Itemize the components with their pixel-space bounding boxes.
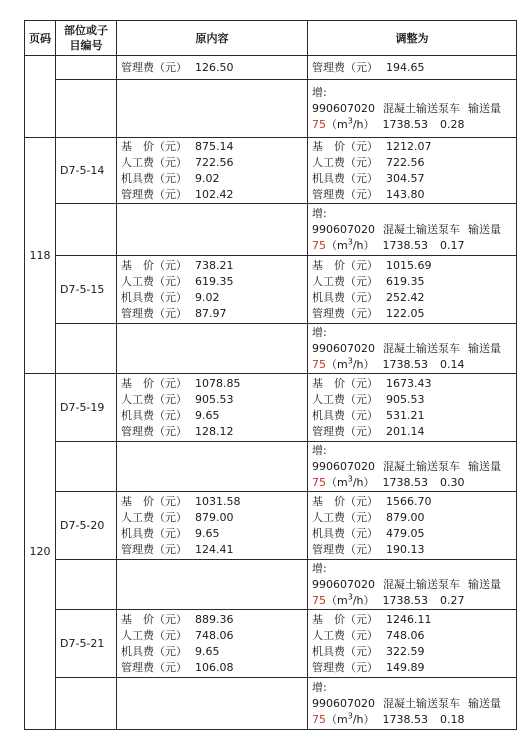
- item-code: 990607020: [312, 222, 375, 236]
- table-row: [25, 204, 517, 256]
- code-cell-empty: [56, 442, 117, 492]
- capacity-value: 75: [312, 475, 326, 489]
- labor-label: 人工费（元）: [312, 155, 378, 169]
- item-code: 990607020: [312, 101, 375, 115]
- mgmt-label: 管理费（元）: [312, 187, 378, 201]
- unit-sup: 3: [347, 355, 353, 365]
- mgmt-label: 管理费（元）: [121, 660, 187, 674]
- item-name: 混凝土输送泵车: [383, 696, 460, 710]
- adjustment-table: [24, 20, 517, 730]
- table-row: [25, 678, 517, 730]
- capacity-label: 输送量: [468, 222, 501, 236]
- code-cell-empty: [56, 56, 117, 80]
- base-label: 基 价（元）: [312, 612, 378, 626]
- base-label: 基 价（元）: [312, 258, 378, 272]
- original-cell-empty: [117, 80, 308, 138]
- original-cell: [117, 492, 308, 560]
- machine-value: 304.57: [386, 171, 425, 185]
- page-number: 120: [25, 374, 56, 730]
- labor-label: 人工费（元）: [121, 392, 187, 406]
- table-row: [25, 138, 517, 204]
- mgmt-label: 管理费（元）: [121, 306, 187, 320]
- header-adjusted: 调整为: [308, 21, 517, 56]
- unit-close: /h）: [352, 593, 375, 607]
- mgmt-value: 128.12: [195, 424, 234, 438]
- machine-value: 322.59: [386, 644, 425, 658]
- add-qty: 0.30: [440, 475, 465, 489]
- labor-value: 619.35: [195, 274, 234, 288]
- mgmt-label: 管理费（元）: [312, 60, 378, 74]
- base-value: 1673.43: [386, 376, 432, 390]
- mgmt-label: 管理费（元）: [312, 542, 378, 556]
- unit-open: （m: [326, 475, 348, 489]
- unit-close: /h）: [352, 712, 375, 726]
- item-name: 混凝土输送泵车: [383, 459, 460, 473]
- code-cell-empty: [56, 80, 117, 138]
- capacity-value: 75: [312, 238, 326, 252]
- labor-value: 722.56: [386, 155, 425, 169]
- labor-value: 905.53: [195, 392, 234, 406]
- item-name: 混凝土输送泵车: [383, 101, 460, 115]
- code-cell-empty: [56, 324, 117, 374]
- code-cell-empty: [56, 204, 117, 256]
- capacity-value: 75: [312, 593, 326, 607]
- header-code: 部位或子目编号: [56, 21, 117, 56]
- table-row: [25, 324, 517, 374]
- unit-close: /h）: [352, 475, 375, 489]
- price-value: 1738.53: [382, 357, 428, 371]
- mgmt-label: 管理费（元）: [121, 542, 187, 556]
- capacity-value: 75: [312, 117, 326, 131]
- add-qty: 0.28: [440, 117, 465, 131]
- original-cell: [117, 56, 308, 80]
- base-label: 基 价（元）: [121, 376, 187, 390]
- item-code-cell: D7-5-19: [56, 374, 117, 442]
- labor-label: 人工费（元）: [312, 510, 378, 524]
- table-row: [25, 80, 517, 138]
- labor-label: 人工费（元）: [312, 392, 378, 406]
- adjusted-cell: [308, 56, 517, 80]
- add-qty: 0.18: [440, 712, 465, 726]
- add-note-cell: [308, 442, 517, 492]
- add-prefix: 增:: [312, 443, 327, 457]
- machine-value: 9.65: [195, 526, 220, 540]
- base-label: 基 价（元）: [312, 139, 378, 153]
- add-note-cell: [308, 678, 517, 730]
- machine-label: 机具费（元）: [121, 290, 187, 304]
- labor-label: 人工费（元）: [312, 274, 378, 288]
- mgmt-label: 管理费（元）: [312, 306, 378, 320]
- table-row: [25, 492, 517, 560]
- mgmt-value: 87.97: [195, 306, 227, 320]
- original-cell: [117, 256, 308, 324]
- capacity-value: 75: [312, 712, 326, 726]
- add-note-cell: [308, 560, 517, 610]
- original-cell-empty: [117, 678, 308, 730]
- base-label: 基 价（元）: [121, 612, 187, 626]
- item-code: 990607020: [312, 577, 375, 591]
- add-prefix: 增:: [312, 206, 327, 220]
- mgmt-label: 管理费（元）: [121, 424, 187, 438]
- unit-sup: 3: [347, 473, 353, 483]
- base-value: 1212.07: [386, 139, 432, 153]
- table-header-row: [25, 21, 517, 56]
- item-name: 混凝土输送泵车: [383, 577, 460, 591]
- machine-label: 机具费（元）: [312, 644, 378, 658]
- add-qty: 0.27: [440, 593, 465, 607]
- labor-label: 人工费（元）: [121, 628, 187, 642]
- labor-label: 人工费（元）: [121, 510, 187, 524]
- table-row: [25, 56, 517, 80]
- labor-value: 722.56: [195, 155, 234, 169]
- unit-open: （m: [326, 712, 348, 726]
- machine-value: 531.21: [386, 408, 425, 422]
- price-value: 1738.53: [382, 238, 428, 252]
- machine-value: 9.65: [195, 644, 220, 658]
- machine-label: 机具费（元）: [312, 171, 378, 185]
- capacity-label: 输送量: [468, 577, 501, 591]
- table-row: [25, 374, 517, 442]
- unit-close: /h）: [352, 238, 375, 252]
- base-value: 1566.70: [386, 494, 432, 508]
- machine-label: 机具费（元）: [121, 171, 187, 185]
- mgmt-value: 190.13: [386, 542, 425, 556]
- add-prefix: 增:: [312, 325, 327, 339]
- original-cell-empty: [117, 442, 308, 492]
- capacity-value: 75: [312, 357, 326, 371]
- original-cell: [117, 374, 308, 442]
- mgmt-value: 102.42: [195, 187, 234, 201]
- unit-open: （m: [326, 357, 348, 371]
- machine-value: 9.65: [195, 408, 220, 422]
- item-code-cell: D7-5-14: [56, 138, 117, 204]
- original-cell-empty: [117, 324, 308, 374]
- base-label: 基 价（元）: [121, 139, 187, 153]
- base-value: 1031.58: [195, 494, 241, 508]
- base-label: 基 价（元）: [121, 494, 187, 508]
- base-label: 基 价（元）: [312, 376, 378, 390]
- base-label: 基 价（元）: [121, 258, 187, 272]
- base-label: 基 价（元）: [312, 494, 378, 508]
- mgmt-value: 143.80: [386, 187, 425, 201]
- page-cell-empty: [25, 56, 56, 138]
- code-cell-empty: [56, 560, 117, 610]
- unit-open: （m: [326, 593, 348, 607]
- base-value: 875.14: [195, 139, 234, 153]
- table-row: [25, 256, 517, 324]
- unit-close: /h）: [352, 357, 375, 371]
- labor-value: 879.00: [386, 510, 425, 524]
- original-cell-empty: [117, 204, 308, 256]
- machine-label: 机具费（元）: [121, 644, 187, 658]
- price-value: 1738.53: [382, 475, 428, 489]
- mgmt-value: 126.50: [195, 60, 234, 74]
- original-cell: [117, 610, 308, 678]
- base-value: 1078.85: [195, 376, 241, 390]
- machine-value: 9.02: [195, 290, 220, 304]
- mgmt-value: 149.89: [386, 660, 425, 674]
- machine-label: 机具费（元）: [121, 526, 187, 540]
- item-code: 990607020: [312, 341, 375, 355]
- item-name: 混凝土输送泵车: [383, 222, 460, 236]
- adjusted-cell: [308, 610, 517, 678]
- mgmt-label: 管理费（元）: [312, 424, 378, 438]
- item-code: 990607020: [312, 696, 375, 710]
- labor-label: 人工费（元）: [121, 274, 187, 288]
- machine-value: 479.05: [386, 526, 425, 540]
- labor-value: 905.53: [386, 392, 425, 406]
- labor-value: 879.00: [195, 510, 234, 524]
- capacity-label: 输送量: [468, 101, 501, 115]
- mgmt-value: 106.08: [195, 660, 234, 674]
- unit-open: （m: [326, 117, 348, 131]
- labor-value: 748.06: [195, 628, 234, 642]
- labor-label: 人工费（元）: [312, 628, 378, 642]
- adjusted-cell: [308, 492, 517, 560]
- unit-sup: 3: [347, 710, 353, 720]
- labor-label: 人工费（元）: [121, 155, 187, 169]
- code-cell-empty: [56, 678, 117, 730]
- original-cell-empty: [117, 560, 308, 610]
- mgmt-label: 管理费（元）: [121, 187, 187, 201]
- adjusted-cell: [308, 374, 517, 442]
- capacity-label: 输送量: [468, 341, 501, 355]
- mgmt-label: 管理费（元）: [121, 60, 187, 74]
- unit-sup: 3: [347, 115, 353, 125]
- labor-value: 748.06: [386, 628, 425, 642]
- price-value: 1738.53: [382, 712, 428, 726]
- labor-value: 619.35: [386, 274, 425, 288]
- base-value: 738.21: [195, 258, 234, 272]
- price-value: 1738.53: [382, 117, 428, 131]
- add-qty: 0.14: [440, 357, 465, 371]
- mgmt-value: 124.41: [195, 542, 234, 556]
- unit-close: /h）: [352, 117, 375, 131]
- item-name: 混凝土输送泵车: [383, 341, 460, 355]
- machine-value: 252.42: [386, 290, 425, 304]
- base-value: 1246.11: [386, 612, 432, 626]
- adjusted-cell: [308, 138, 517, 204]
- machine-label: 机具费（元）: [312, 290, 378, 304]
- machine-label: 机具费（元）: [121, 408, 187, 422]
- item-code-cell: D7-5-21: [56, 610, 117, 678]
- adjusted-cell: [308, 256, 517, 324]
- item-code-cell: D7-5-15: [56, 256, 117, 324]
- table-row: [25, 560, 517, 610]
- add-qty: 0.17: [440, 238, 465, 252]
- mgmt-label: 管理费（元）: [312, 660, 378, 674]
- unit-open: （m: [326, 238, 348, 252]
- item-code-cell: D7-5-20: [56, 492, 117, 560]
- add-prefix: 增:: [312, 85, 327, 99]
- mgmt-value: 194.65: [386, 60, 425, 74]
- machine-label: 机具费（元）: [312, 526, 378, 540]
- add-note-cell: [308, 204, 517, 256]
- header-original: 原内容: [117, 21, 308, 56]
- item-code: 990607020: [312, 459, 375, 473]
- price-value: 1738.53: [382, 593, 428, 607]
- unit-sup: 3: [347, 236, 353, 246]
- mgmt-value: 201.14: [386, 424, 425, 438]
- base-value: 1015.69: [386, 258, 432, 272]
- capacity-label: 输送量: [468, 696, 501, 710]
- table-row: [25, 442, 517, 492]
- mgmt-value: 122.05: [386, 306, 425, 320]
- capacity-label: 输送量: [468, 459, 501, 473]
- unit-sup: 3: [347, 591, 353, 601]
- machine-label: 机具费（元）: [312, 408, 378, 422]
- page-number: 118: [25, 138, 56, 374]
- add-note-cell: [308, 324, 517, 374]
- base-value: 889.36: [195, 612, 234, 626]
- header-page: 页码: [25, 21, 56, 56]
- table-row: [25, 610, 517, 678]
- add-note-cell: [308, 80, 517, 138]
- add-prefix: 增:: [312, 680, 327, 694]
- machine-value: 9.02: [195, 171, 220, 185]
- original-cell: [117, 138, 308, 204]
- add-prefix: 增:: [312, 561, 327, 575]
